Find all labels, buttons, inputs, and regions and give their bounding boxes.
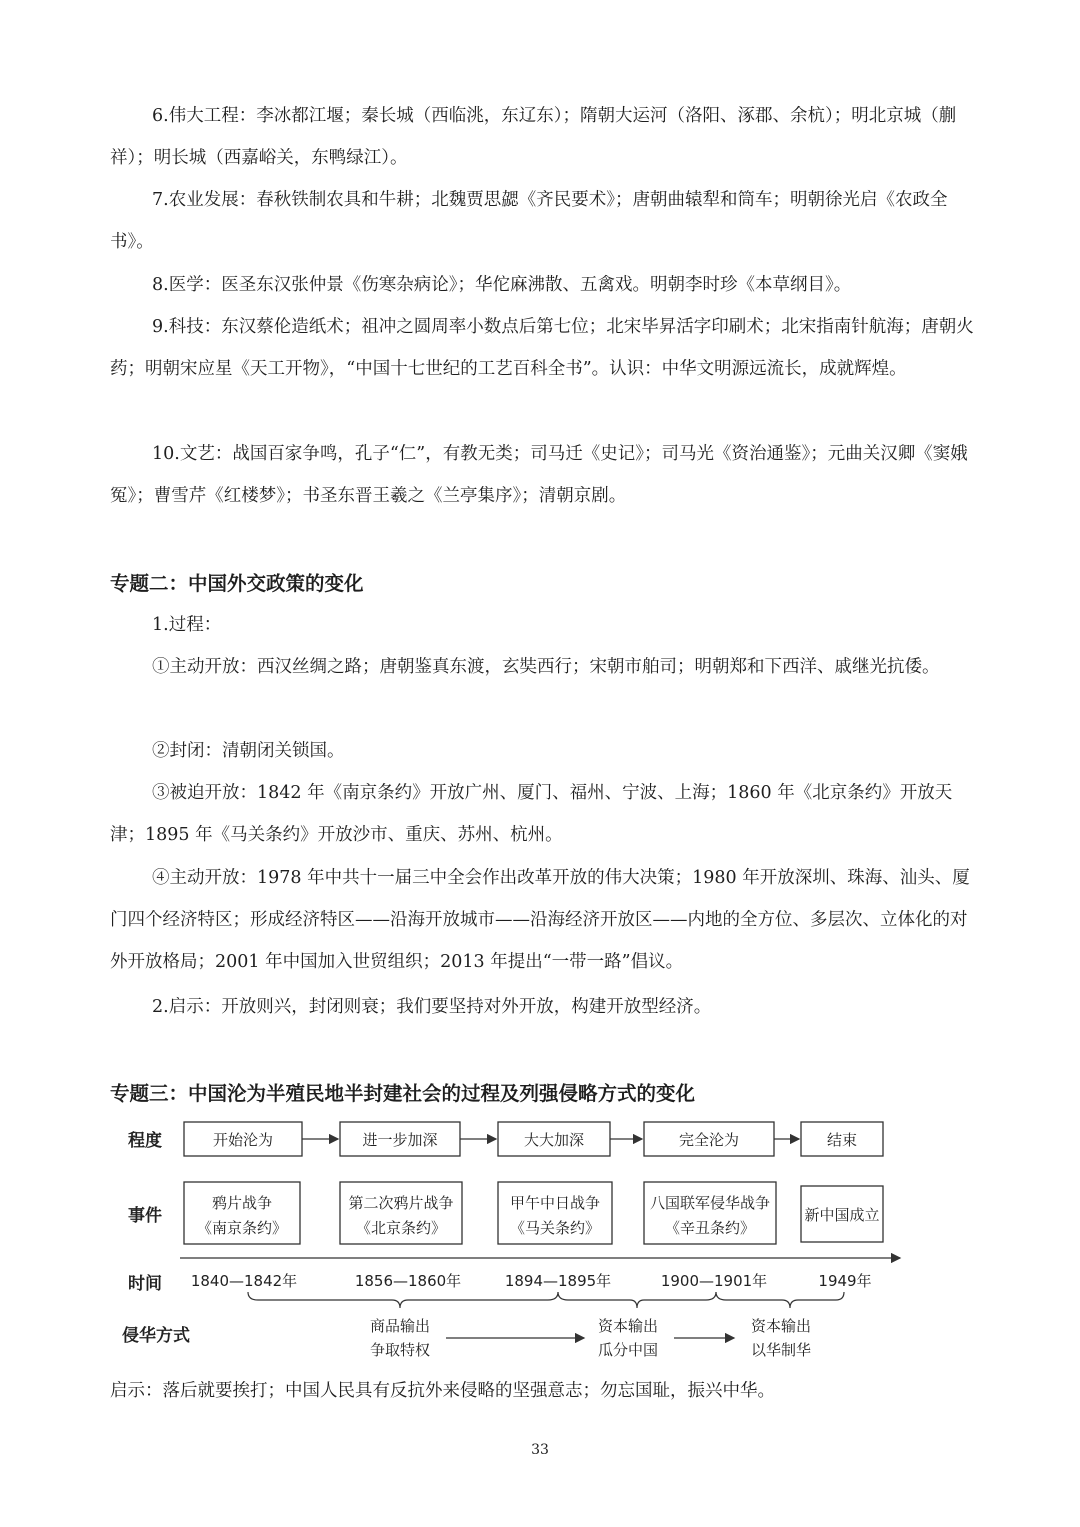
- item-6: 6.伟大工程：李冰都江堰；秦长城（西临洮，东辽东）；隋朝大运河（洛阳、涿郡、余杭）；明北京城（蒯祥）；明长城（西嘉峪关，东鸭绿江）。: [110, 106, 957, 168]
- degree-label-1: 开始沦为: [212, 1131, 274, 1149]
- process-active-open-2: ④主动开放：1978 年中共十一届三中全会作出改革开放的伟大决策；1980 年开放深圳、珠海、汕头、厦门四个经济特区；形成经济特区——沿海开放城市——沿海经济开放区——内地的全方位、多层次、立体化的对外开放格局；2001 年中国加入世贸组织；2013 年提出“一带一路”倡议。: [110, 868, 970, 972]
- degree-label-3: 大大加深: [523, 1131, 585, 1149]
- event-2-name: 第二次鸦片战争: [348, 1194, 454, 1212]
- event-4-treaty: 《辛丑条约》: [664, 1219, 756, 1237]
- event-5-name: 新中国成立: [804, 1206, 880, 1224]
- process-forced-open: ③被迫开放：1842 年《南京条约》开放广州、厦门、福州、宁波、上海；1860 年《北京条约》开放天津；1895 年《马关条约》开放沙市、重庆、苏州、杭州。: [110, 783, 953, 845]
- mode-1-line1: 商品输出: [369, 1317, 431, 1335]
- item-9: 9.科技：东汉蔡伦造纸术；祖冲之圆周率小数点后第七位；北宋毕昇活字印刷术；北宋指南针航海；唐朝火药；明朝宋应星《天工开物》，“中国十七世纪的工艺百科全书”。认识：中华文明源远流长，成就辉煌。: [110, 317, 974, 379]
- event-4-name: 八国联军侵华战争: [649, 1194, 771, 1212]
- brace-2: [558, 1292, 716, 1308]
- time-label-4: 1900—1901年: [660, 1272, 768, 1290]
- degree-label-2: 进一步加深: [362, 1131, 438, 1149]
- event-1-treaty: 《南京条约》: [196, 1219, 288, 1237]
- row-label-time: 时间: [128, 1274, 162, 1294]
- row-label-degree: 程度: [128, 1131, 162, 1151]
- section2-heading: 专题二：中国外交政策的变化: [110, 572, 364, 595]
- degree-label-4: 完全沦为: [678, 1131, 740, 1149]
- mode-3-line2: 以华制华: [750, 1341, 812, 1359]
- degree-label-5: 结束: [826, 1131, 858, 1149]
- process-closed: ②封闭：清朝闭关锁国。: [152, 741, 345, 761]
- item-10: 10.文艺：战国百家争鸣，孔子“仁”，有教无类；司马迁《史记》；司马光《资治通鉴》；元曲关汉卿《窦娥冤》；曹雪芹《红楼梦》；书圣东晋王羲之《兰亭集序》；清朝京剧。: [110, 444, 968, 506]
- time-label-3: 1894—1895年: [504, 1272, 612, 1290]
- semi-colonial-process-diagram: [110, 1112, 910, 1372]
- time-label-1: 1840—1842年: [190, 1272, 298, 1290]
- page-number: 33: [531, 1442, 549, 1458]
- section2-insight: 2.启示：开放则兴，封闭则衰；我们要坚持对外开放，构建开放型经济。: [152, 997, 712, 1017]
- event-1-name: 鸦片战争: [211, 1194, 273, 1212]
- process-active-open-1: ①主动开放：西汉丝绸之路；唐朝鉴真东渡，玄奘西行；宋朝市舶司；明朝郑和下西洋、戚继光抗倭。: [152, 657, 940, 677]
- mode-2-line1: 资本输出: [597, 1317, 659, 1335]
- section3-insight: 启示：落后就要挨打；中国人民具有反抗外来侵略的坚强意志；勿忘国耻，振兴中华。: [110, 1381, 775, 1401]
- event-3-treaty: 《马关条约》: [509, 1219, 601, 1237]
- row-label-event: 事件: [128, 1206, 162, 1226]
- brace-3: [716, 1292, 844, 1308]
- mode-3-line1: 资本输出: [750, 1317, 812, 1335]
- event-3-name: 甲午中日战争: [509, 1194, 601, 1212]
- item-8: 8.医学：医圣东汉张仲景《伤寒杂病论》；华佗麻沸散、五禽戏。明朝李时珍《本草纲目》。: [152, 275, 852, 295]
- mode-1-line2: 争取特权: [369, 1341, 431, 1359]
- mode-2-line2: 瓜分中国: [597, 1341, 659, 1359]
- event-2-treaty: 《北京条约》: [355, 1219, 447, 1237]
- time-label-2: 1856—1860年: [354, 1272, 462, 1290]
- brace-1: [248, 1292, 558, 1308]
- process-label: 1.过程：: [152, 615, 222, 635]
- row-label-mode: 侵华方式: [122, 1326, 190, 1346]
- section3-heading: 专题三：中国沦为半殖民地半封建社会的过程及列强侵略方式的变化: [110, 1082, 696, 1105]
- time-label-5: 1949年: [818, 1272, 872, 1290]
- item-7: 7.农业发展：春秋铁制农具和牛耕；北魏贾思勰《齐民要术》；唐朝曲辕犁和筒车；明朝徐光启《农政全书》。: [110, 190, 948, 252]
